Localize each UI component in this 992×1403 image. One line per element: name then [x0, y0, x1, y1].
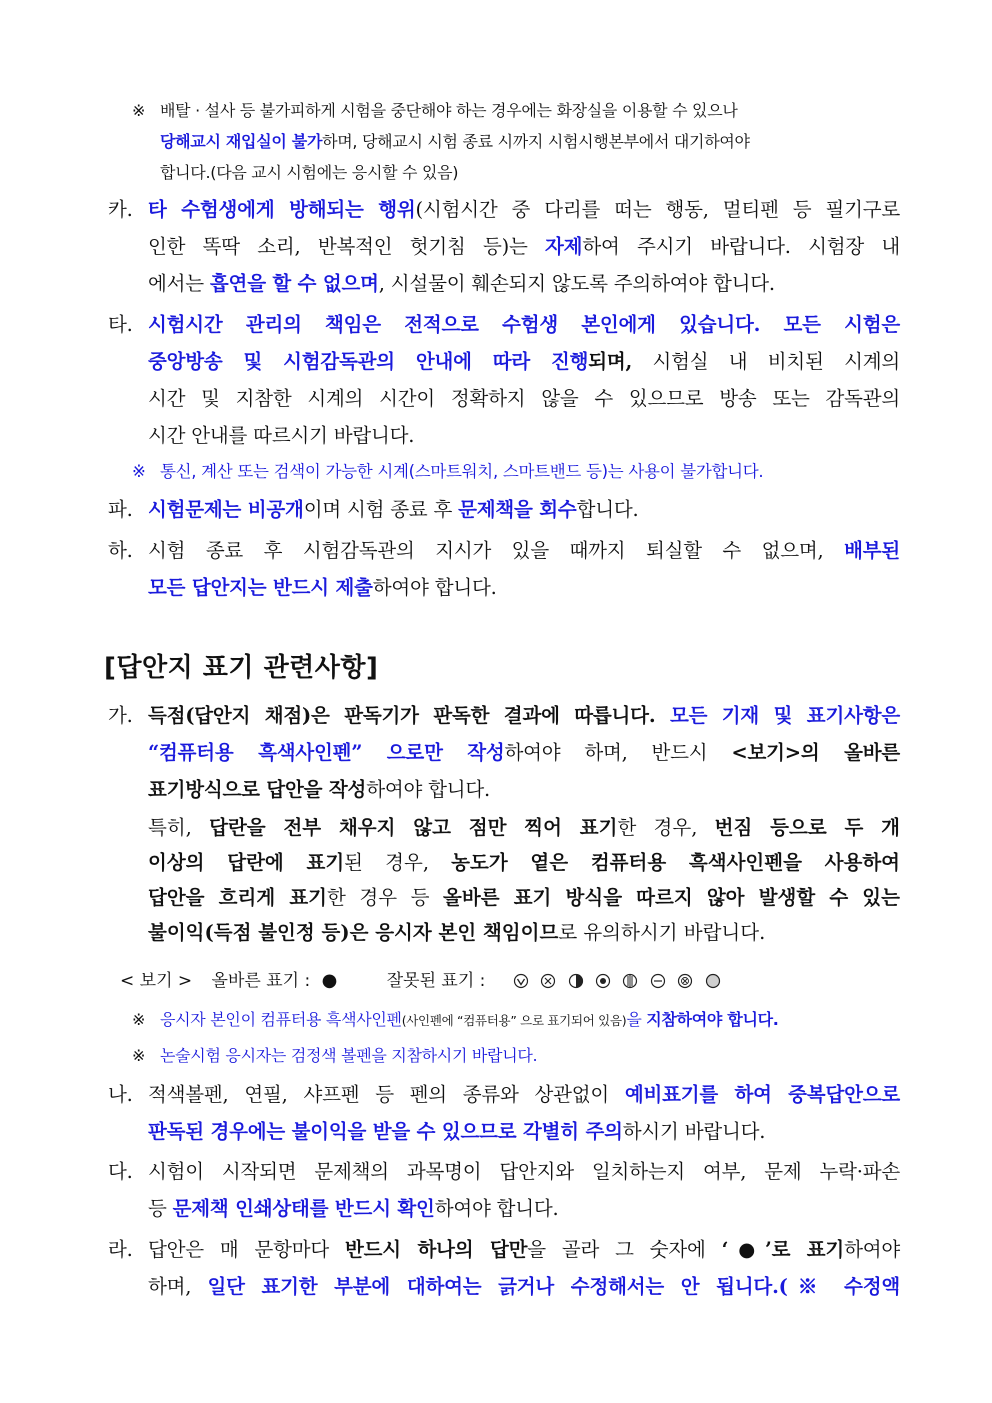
- item-ha: [108, 532, 900, 606]
- highlight-text: 자제: [545, 235, 583, 258]
- highlight-text: 예비표기를 하여 중복답안으로: [624, 1083, 900, 1106]
- striped-circle-icon: [622, 973, 638, 989]
- bold-text: 답란을 전부 채우지 않고 점만 찍어 표기: [209, 816, 618, 839]
- note-mark: ※: [132, 101, 146, 120]
- item-label: 나.: [108, 1083, 133, 1106]
- check-icon: [513, 973, 529, 989]
- item-label: 가.: [108, 704, 133, 727]
- note-highlight: 을: [626, 1010, 647, 1029]
- body-text: 등: [148, 1197, 173, 1220]
- bold-text: 불이익(득점 불인정 등)은 응시자 본인 책임이므: [148, 921, 559, 944]
- body-text: 하여야 합니다.: [372, 576, 497, 599]
- highlight-text: 모든 기재 및 표기사항은: [655, 704, 900, 727]
- body-text: 인한 똑딱 소리, 반복적인 헛기침 등)는: [148, 235, 546, 258]
- half-filled-icon: [568, 973, 584, 989]
- note-line: 합니다.(다음 교시 시험에는 응시할 수 있음): [160, 163, 459, 182]
- note-text: 통신, 계산 또는 검색이 가능한 시계(스마트워치, 스마트밴드 등)는 사용이 불가합니다.: [160, 462, 764, 481]
- highlight-text: 배부된: [844, 539, 900, 562]
- body-text: 시험 종료 후 시험감독관의 지시가 있을 때까지 퇴실할 수 없으며,: [148, 539, 845, 562]
- note-small-text: (사인펜에 “컴퓨터용” 으로 표기되어 있음): [401, 1013, 627, 1028]
- body-text: 한 경우 등: [327, 886, 444, 909]
- bold-text: 득점(답안지 채점)은 판독기가 판독한 결과에 따릅니다.: [148, 704, 656, 727]
- body-text: 하여야 합니다.: [434, 1197, 559, 1220]
- body-text: 특히,: [148, 816, 210, 839]
- highlight-text: 중앙방송 및 시험감독관의 안내에 따라 진행: [148, 350, 589, 373]
- body-text: 한 경우,: [617, 816, 715, 839]
- note-mark: ※: [132, 462, 146, 481]
- item-label: 하.: [108, 539, 133, 562]
- body-text: 합니다.: [576, 498, 639, 521]
- highlight-text: 시험문제는 비공개: [148, 498, 304, 521]
- item-label: 다.: [108, 1160, 133, 1183]
- body-text: 적색볼펜, 연필, 샤프펜 등 펜의 종류와 상관없이: [148, 1083, 625, 1106]
- body-text: , 시설물이 훼손되지 않도록 주의하여야 합니다.: [378, 272, 775, 295]
- note-mark: ※: [132, 1010, 146, 1029]
- highlight-text: 문제책을 회수: [458, 498, 577, 521]
- highlight-text: 시험시간 관리의 책임은 전적으로 수험생 본인에게 있습니다. 모든 시험은: [148, 313, 900, 336]
- note-highlight: 당해교시 재입실이 불가: [160, 132, 323, 151]
- x-mark-icon: [540, 973, 556, 989]
- body-text: 시험실 내 비치된 시계의: [632, 350, 900, 373]
- bold-text: <보기>의 올바른: [731, 741, 900, 764]
- note-line: 배탈 · 설사 등 불가피하게 시험을 중단해야 하는 경우에는 화장실을 이용할 수 있으나: [160, 101, 738, 120]
- body-text: 답안은 매 문항마다: [148, 1238, 346, 1261]
- bold-text: 번짐 등으로 두 개: [714, 816, 900, 839]
- bold-text: 반드시 하나의 답만: [345, 1238, 528, 1261]
- item-ra: [108, 1231, 900, 1305]
- wrong-marks: [513, 971, 727, 991]
- bold-text: 올바른 표기 방식을 따르지 않아 발생할 수 있는: [443, 886, 900, 909]
- body-text: (시험시간 중 다리를 떠는 행동, 멀티펜 등 필기구로: [415, 198, 900, 221]
- highlight-text: 타 수험생에게 방해되는 행위: [148, 198, 416, 221]
- body-text: 하여야 하며, 반드시: [504, 741, 732, 764]
- highlight-text: “컴퓨터용 흑색사인펜” 으로만 작성: [148, 741, 505, 764]
- item-na: [108, 1076, 900, 1150]
- x-circled-icon: [677, 973, 693, 989]
- filled-circle-icon: ●: [321, 970, 338, 991]
- body-text: 하여 주시기 바랍니다. 시험장 내: [582, 235, 900, 258]
- item-ga: [108, 697, 900, 808]
- item-label: 라.: [108, 1238, 133, 1261]
- correct-label: 올바른 표기 :: [211, 971, 311, 991]
- partial-arc-icon: [650, 973, 666, 989]
- item-ta: [108, 306, 900, 454]
- highlight-text: 판독된 경우에는 불이익을 받을 수 있으므로 각별히 주의: [148, 1120, 623, 1143]
- item-ka: [108, 191, 900, 302]
- note-highlight: 지참하여야 합니다.: [646, 1010, 779, 1029]
- body-text: 하시기 바랍니다.: [622, 1120, 766, 1143]
- gray-circle-icon: [705, 973, 721, 989]
- bold-text: 표기방식으로 답안을 작성: [148, 778, 367, 801]
- body-text: 이며 시험 종료 후: [303, 498, 459, 521]
- bold-text: ‘●’로 표기: [721, 1238, 845, 1261]
- highlight-text: 흡연을 할 수 없으며: [209, 272, 379, 295]
- body-text: 된 경우,: [344, 851, 452, 874]
- note-highlight: 응시자 본인이 컴퓨터용 흑색사인펜: [160, 1010, 402, 1029]
- bold-text: 농도가 옅은 컴퓨터용 흑색사인펜을 사용하여: [451, 851, 901, 874]
- body-text: 로 유의하시기 바랍니다.: [558, 921, 766, 944]
- wrong-label: 잘못된 표기 :: [386, 971, 486, 991]
- example-label: < 보기 >: [120, 971, 193, 991]
- bold-text: 답안을 흐리게 표기: [148, 886, 327, 909]
- note-text: 논술시험 응시자는 검정색 볼펜을 지참하시기 바랍니다.: [160, 1046, 538, 1065]
- body-text: 하며,: [148, 1275, 208, 1298]
- highlight-text: 일단 표기한 부분에 대하여는 긁거나 수정해서는 안 됩니다.(※ 수정액: [207, 1275, 900, 1298]
- body-text: 시험이 시작되면 문제책의 과목명이 답안지와 일치하는지 여부, 문제 누락·파손: [148, 1160, 900, 1183]
- note-text: 하며, 당해교시 시험 종료 시까지 시험시행본부에서 대기하여야: [322, 132, 750, 151]
- bold-text: 되며,: [588, 350, 633, 373]
- note-pen: [132, 1004, 900, 1035]
- item-label: 카.: [108, 198, 133, 221]
- section-heading: [답안지 표기 관련사항]: [104, 653, 379, 683]
- item-label: 파.: [108, 498, 133, 521]
- highlight-text: 문제책 인쇄상태를 반드시 확인: [172, 1197, 435, 1220]
- body-text: 하여야 합니다.: [366, 778, 491, 801]
- marking-example: [120, 964, 900, 998]
- note-mark: ※: [132, 1046, 146, 1065]
- body-text: 시간 안내를 따르시기 바랍니다.: [148, 424, 415, 447]
- note-smartwatch: [132, 456, 900, 487]
- body-text: 시간 및 지참한 시계의 시간이 정확하지 않을 수 있으므로 방송 또는 감독관의: [148, 387, 900, 410]
- body-text: 을 골라 그 숫자에: [527, 1238, 722, 1261]
- dot-circle-icon: [595, 973, 611, 989]
- item-da: [108, 1153, 900, 1227]
- highlight-text: 모든 답안지는 반드시 제출: [148, 576, 373, 599]
- item-pa: [108, 491, 900, 528]
- bold-text: 이상의 답란에 표기: [148, 851, 345, 874]
- body-text: 에서는: [148, 272, 210, 295]
- body-text: 하여야: [844, 1238, 900, 1261]
- special-paragraph: [148, 810, 900, 950]
- item-label: 타.: [108, 313, 133, 336]
- note-essay: [132, 1040, 900, 1071]
- note-bathroom: [132, 95, 900, 188]
